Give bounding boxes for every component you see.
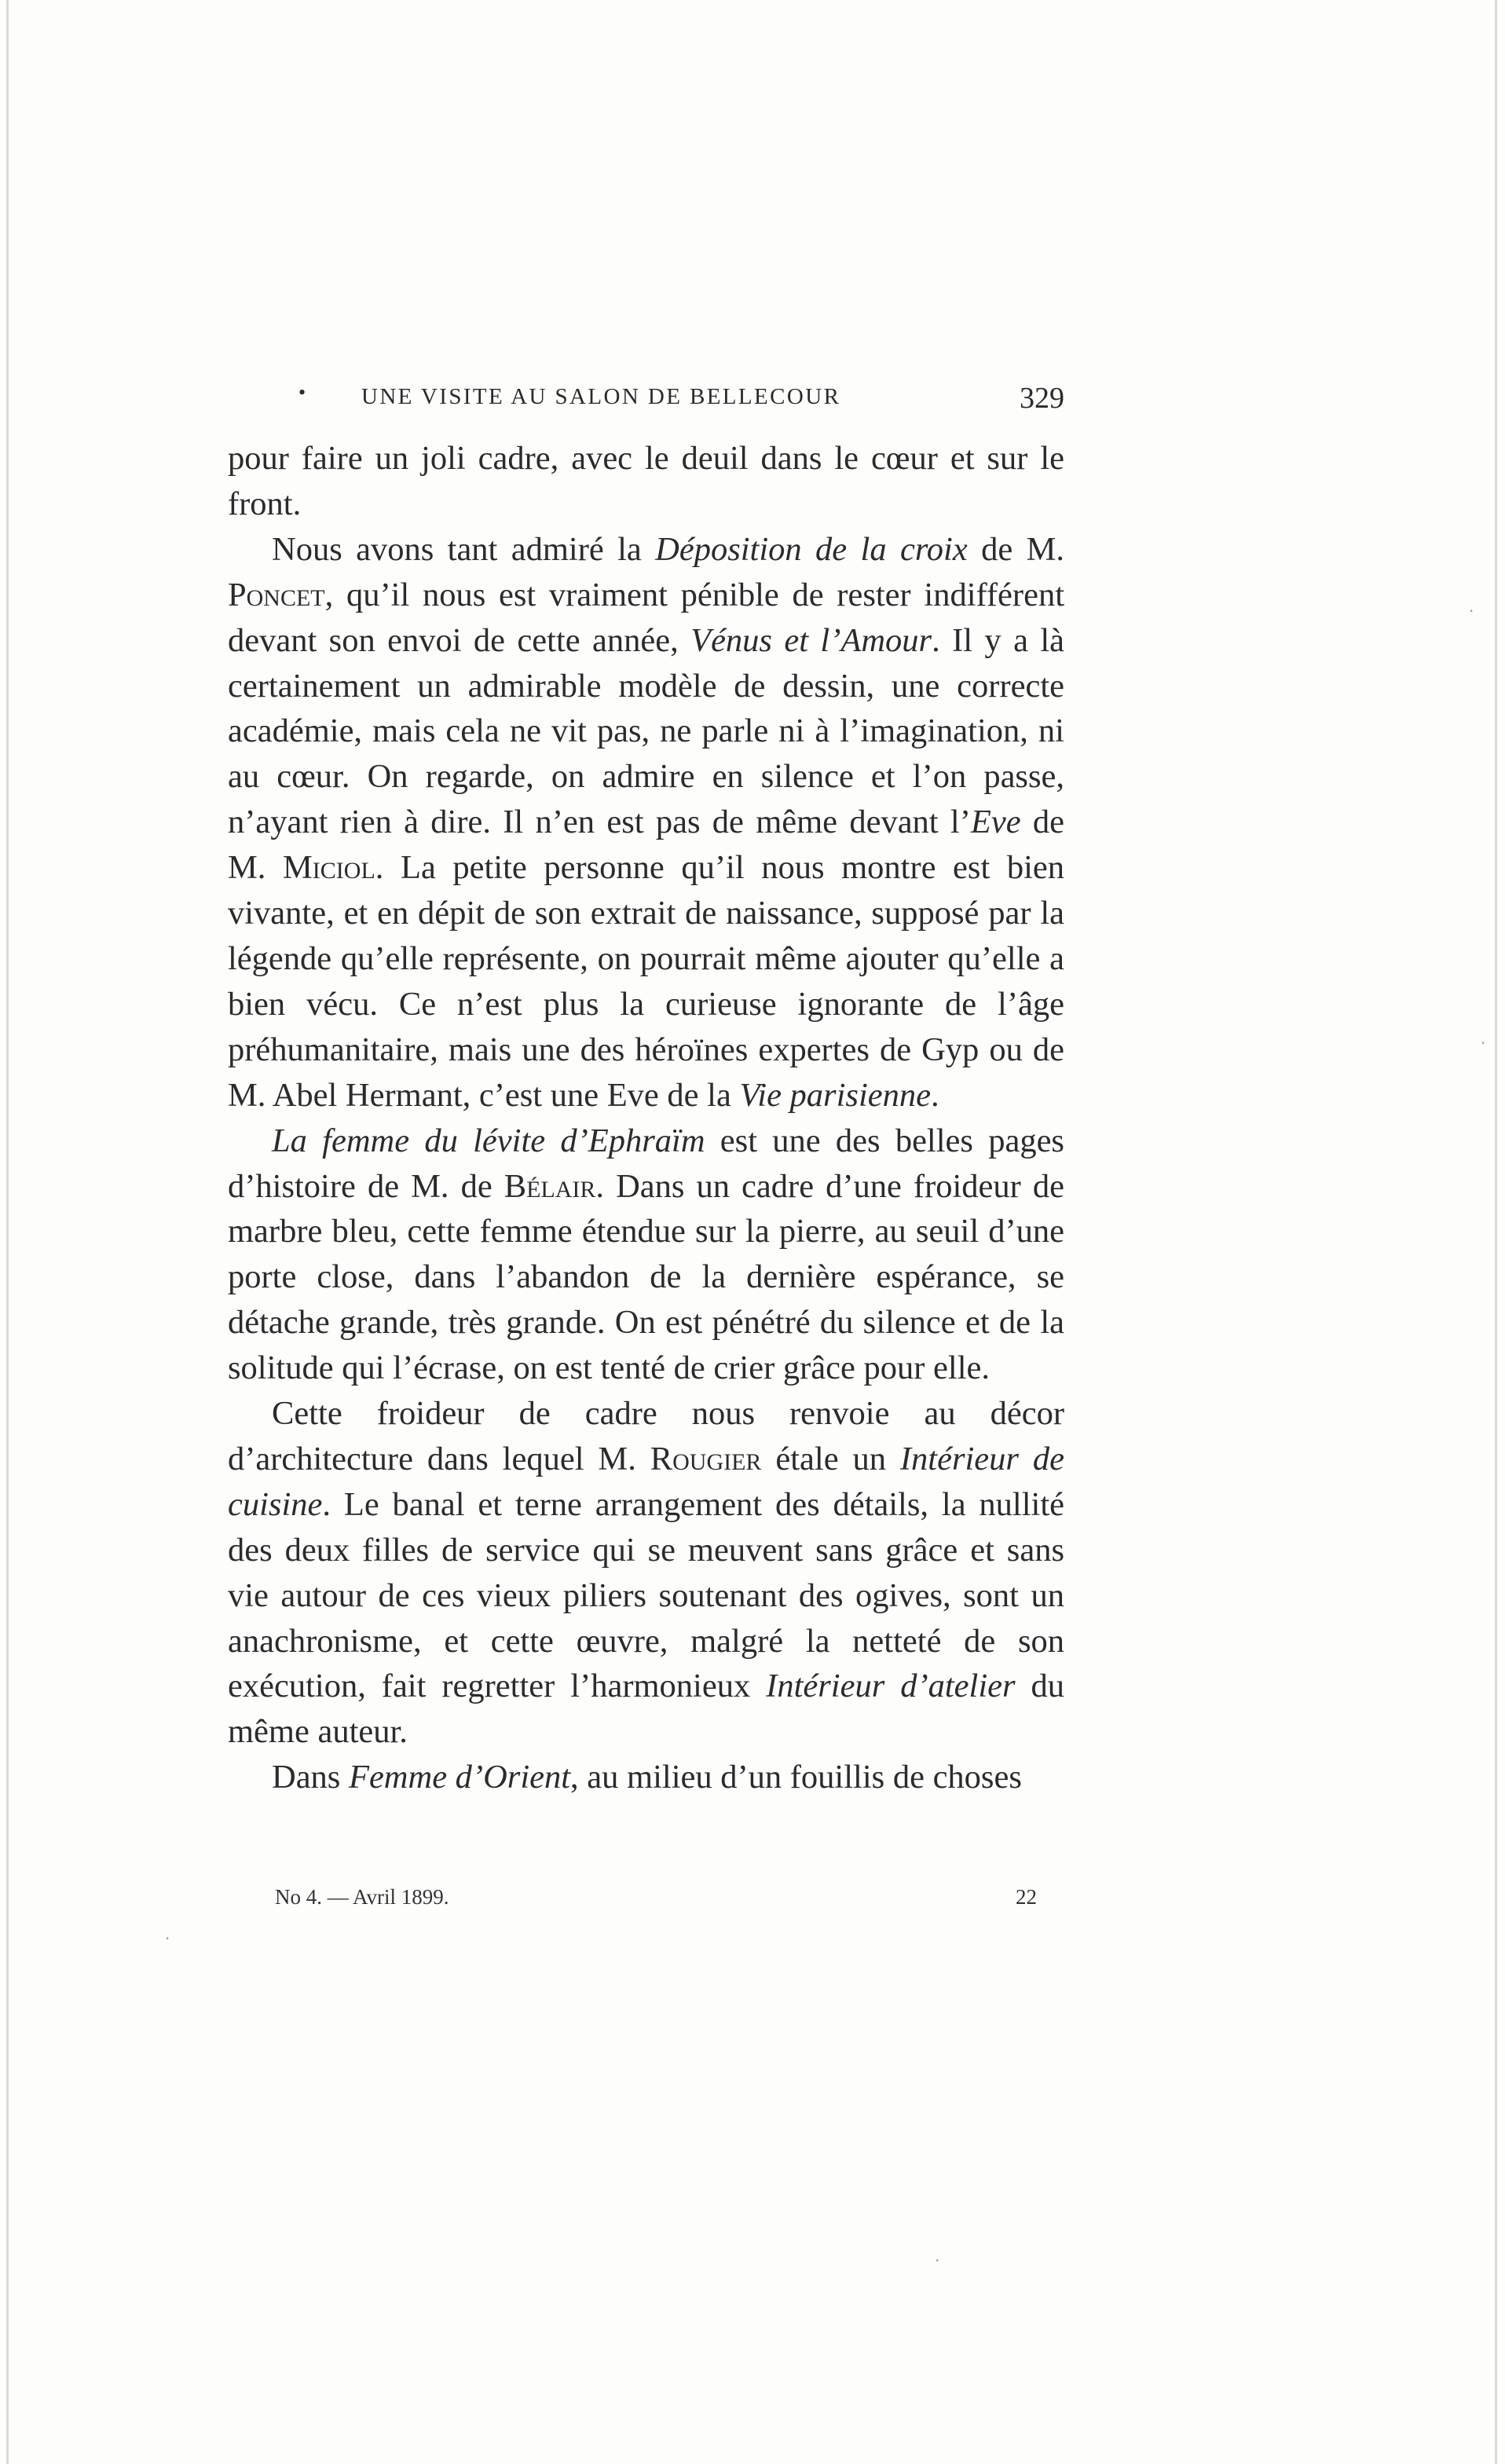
paragraph-3 xyxy=(228,1119,1064,1391)
margin-speck: . xyxy=(165,1924,170,1943)
margin-speck: . xyxy=(1469,597,1474,616)
running-header xyxy=(228,381,1064,420)
text-run: Dans xyxy=(272,1759,349,1796)
text-run: de M. xyxy=(228,804,1064,887)
publication-title: Vie parisienne xyxy=(739,1076,931,1114)
text-run: étale un xyxy=(761,1440,900,1477)
paragraph-1-text: pour faire un joli cadre, avec le deuil dans le cœur et sur le front. xyxy=(228,440,1064,522)
margin-speck: . xyxy=(1481,1029,1486,1048)
paragraph-1 xyxy=(228,436,1064,527)
header-dot: • xyxy=(298,381,306,404)
artwork-title: Déposition de la croix xyxy=(655,530,968,568)
text-run: du même auteur. xyxy=(228,1668,1065,1751)
body-text xyxy=(228,436,1064,1800)
page-footer xyxy=(275,1885,1037,1917)
text-run: . Le banal et terne arrangement des détails, la nullité des deux filles de service qui se meuvent sans grâce et sans vie autour de ces vieux piliers soutenant des ogives, sont un anachronisme, et cette œuvre, malgré la netteté de son exécution, fait regretter l’harmonieux xyxy=(228,1485,1064,1705)
artwork-title: La femme du lévite d’Ephraïm xyxy=(272,1122,705,1159)
signature-mark: 22 xyxy=(1016,1885,1037,1909)
paragraph-4 xyxy=(228,1391,1064,1755)
artwork-title: Intérieur de cuisine xyxy=(228,1440,1064,1523)
text-run: . La petite personne qu’il nous montre est bien vivante, et en dépit de son extrait de naissance, supposé par la légende qu’elle représente, on pourrait même ajouter qu’elle a bien vécu. Ce n’est plus la curieuse ignorante de l’âge préhumanitaire, mais une des héroïnes expertes de Gyp ou de M. Abel Hermant, c’est une Eve de la xyxy=(228,849,1064,1114)
scan-edge-left xyxy=(6,0,9,2464)
text-run: , au milieu d’un fouillis de choses xyxy=(570,1759,1022,1796)
text-run: Nous avons tant admiré la xyxy=(272,530,656,568)
artwork-title: Eve xyxy=(970,804,1021,841)
artwork-title: Intérieur d’atelier xyxy=(766,1668,1016,1705)
artist-name: Rougier xyxy=(650,1440,762,1477)
margin-speck: . xyxy=(935,2246,940,2265)
scan-edge-right xyxy=(1495,0,1497,2464)
running-title: UNE VISITE AU SALON DE BELLECOUR xyxy=(361,384,841,409)
issue-line: No 4. — Avril 1899. xyxy=(275,1885,449,1909)
paragraph-5 xyxy=(228,1755,1064,1800)
artist-name: Poncet xyxy=(228,576,325,613)
text-run: Cette froideur de cadre nous renvoie au décor d’architecture dans lequel M. xyxy=(228,1395,1064,1477)
artist-name: Bélair xyxy=(503,1167,596,1205)
text-run: . Il y a là certainement un admirable modèle de dessin, une correcte académie, mais cela ne vit pas, ne parle ni à l’imagination, ni au cœur. On regarde, on admire en silence et l’on passe, n’ayant rien à dire. Il n’en est pas de même devant l’ xyxy=(228,621,1064,841)
artwork-title: Vénus et l’Amour xyxy=(690,621,932,659)
text-run: , qu’il nous est vraiment pénible de rester indifférent devant son envoi de cette année, xyxy=(228,576,1064,659)
text-run: est une des belles pages d’histoire de M. de xyxy=(228,1122,1064,1205)
paragraph-2 xyxy=(228,527,1064,1119)
artwork-title: Femme d’Orient xyxy=(348,1759,571,1796)
artist-name: Miciol xyxy=(283,849,375,887)
page-number: 329 xyxy=(1020,382,1064,415)
text-run: . xyxy=(930,1076,939,1114)
text-run: de M. xyxy=(967,530,1064,568)
text-run: . Dans un cadre d’une froideur de marbre bleu, cette femme étendue sur la pierre, au seuil d’une porte close, dans l’abandon de la dernière espérance, se détache grande, très grande. On est pénétré du silence et de la solitude qui l’écrase, on est tenté de crier grâce pour elle. xyxy=(228,1167,1064,1387)
